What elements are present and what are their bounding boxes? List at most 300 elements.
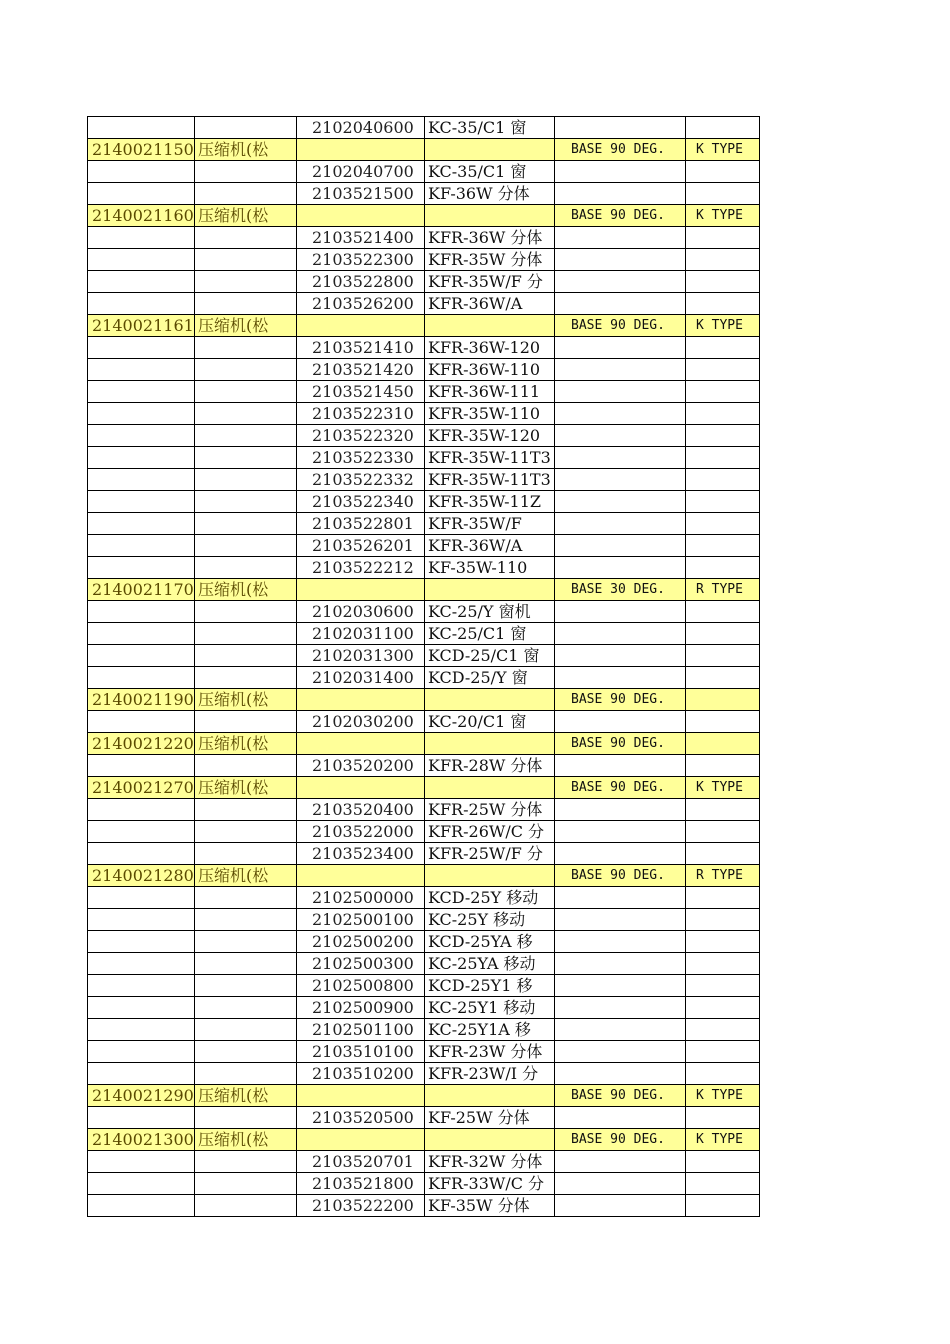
compressor-name-cell: [195, 425, 297, 447]
model-cell: KFR-35W/F 分: [425, 271, 555, 293]
base-angle-cell: BASE 90 DEG.: [555, 865, 686, 887]
compressor-code-cell: 2140021270: [88, 777, 195, 799]
compressor-name-cell: [195, 183, 297, 205]
model-cell: KFR-33W/C 分: [425, 1173, 555, 1195]
base-angle-cell: [555, 821, 686, 843]
compressor-name-cell: [195, 667, 297, 689]
compressor-code-cell: [88, 1041, 195, 1063]
compressor-code-cell: [88, 469, 195, 491]
model-cell: KC-25/Y 窗机: [425, 601, 555, 623]
type-cell: [686, 557, 760, 579]
compressor-code-cell: 2140021170: [88, 579, 195, 601]
table-row: [88, 711, 760, 733]
type-cell: [686, 1173, 760, 1195]
compressor-code-cell: 2140021160: [88, 205, 195, 227]
table-row: [88, 249, 760, 271]
compressor-name-cell: [195, 1195, 297, 1217]
type-cell: [686, 293, 760, 315]
compressor-name-cell: [195, 755, 297, 777]
model-cell: KFR-28W 分体: [425, 755, 555, 777]
compressor-code-cell: [88, 755, 195, 777]
model-cell: KF-36W 分体: [425, 183, 555, 205]
part-number-cell: 2103522320: [297, 425, 425, 447]
type-cell: [686, 821, 760, 843]
part-number-cell: [297, 865, 425, 887]
type-cell: [686, 909, 760, 931]
type-cell: R TYPE: [686, 579, 760, 601]
table-row: [88, 1107, 760, 1129]
base-angle-cell: [555, 1173, 686, 1195]
part-number-cell: 2102030600: [297, 601, 425, 623]
compressor-name-cell: [195, 513, 297, 535]
table-row: [88, 161, 760, 183]
compressor-group-row: [88, 579, 760, 601]
type-cell: [686, 997, 760, 1019]
type-cell: [686, 117, 760, 139]
model-cell: [425, 205, 555, 227]
compressor-code-cell: [88, 117, 195, 139]
base-angle-cell: [555, 755, 686, 777]
type-cell: [686, 1195, 760, 1217]
part-number-cell: 2103522310: [297, 403, 425, 425]
base-angle-cell: [555, 337, 686, 359]
base-angle-cell: [555, 843, 686, 865]
model-cell: KF-35W 分体: [425, 1195, 555, 1217]
compressor-group-row: [88, 689, 760, 711]
table-row: [88, 293, 760, 315]
compressor-code-cell: [88, 293, 195, 315]
compressor-code-cell: [88, 535, 195, 557]
compressor-name-cell: [195, 799, 297, 821]
compressor-name-cell: [195, 843, 297, 865]
base-angle-cell: [555, 161, 686, 183]
table-row: [88, 667, 760, 689]
compressor-code-cell: [88, 997, 195, 1019]
table-row: [88, 909, 760, 931]
parts-table: [87, 116, 760, 1217]
part-number-cell: 2103521400: [297, 227, 425, 249]
part-number-cell: 2103522300: [297, 249, 425, 271]
part-number-cell: 2103520500: [297, 1107, 425, 1129]
compressor-name-cell: [195, 909, 297, 931]
compressor-group-row: [88, 205, 760, 227]
compressor-code-cell: [88, 799, 195, 821]
base-angle-cell: [555, 623, 686, 645]
base-angle-cell: BASE 90 DEG.: [555, 1129, 686, 1151]
compressor-code-cell: [88, 931, 195, 953]
base-angle-cell: BASE 90 DEG.: [555, 689, 686, 711]
compressor-name-cell: [195, 227, 297, 249]
type-cell: [686, 403, 760, 425]
compressor-code-cell: [88, 623, 195, 645]
type-cell: [686, 249, 760, 271]
model-cell: KCD-25Y1 移: [425, 975, 555, 997]
part-number-cell: 2102500100: [297, 909, 425, 931]
type-cell: [686, 447, 760, 469]
model-cell: [425, 1129, 555, 1151]
part-number-cell: 2103521450: [297, 381, 425, 403]
base-angle-cell: [555, 975, 686, 997]
compressor-code-cell: 2140021300: [88, 1129, 195, 1151]
table-row: [88, 447, 760, 469]
model-cell: KFR-35W-11Z: [425, 491, 555, 513]
table-row: [88, 997, 760, 1019]
type-cell: [686, 1151, 760, 1173]
table-row: [88, 1151, 760, 1173]
compressor-name-cell: [195, 601, 297, 623]
base-angle-cell: [555, 557, 686, 579]
part-number-cell: 2103510100: [297, 1041, 425, 1063]
model-cell: [425, 865, 555, 887]
type-cell: [686, 755, 760, 777]
compressor-code-cell: [88, 1019, 195, 1041]
part-number-cell: 2102500800: [297, 975, 425, 997]
compressor-code-cell: [88, 975, 195, 997]
compressor-name-cell: [195, 557, 297, 579]
compressor-code-cell: [88, 227, 195, 249]
model-cell: KFR-32W 分体: [425, 1151, 555, 1173]
compressor-name-cell: [195, 1041, 297, 1063]
table-row: [88, 1195, 760, 1217]
table-row: [88, 337, 760, 359]
base-angle-cell: BASE 90 DEG.: [555, 1085, 686, 1107]
part-number-cell: 2102040700: [297, 161, 425, 183]
table-row: [88, 1173, 760, 1195]
compressor-name-cell: [195, 931, 297, 953]
compressor-name-cell: [195, 469, 297, 491]
model-cell: [425, 315, 555, 337]
base-angle-cell: BASE 90 DEG.: [555, 205, 686, 227]
compressor-name-cell: [195, 381, 297, 403]
base-angle-cell: [555, 711, 686, 733]
table-row: [88, 491, 760, 513]
compressor-group-row: [88, 1085, 760, 1107]
type-cell: [686, 645, 760, 667]
model-cell: KFR-36W 分体: [425, 227, 555, 249]
base-angle-cell: [555, 1195, 686, 1217]
part-number-cell: 2103522000: [297, 821, 425, 843]
compressor-name-cell: [195, 821, 297, 843]
part-number-cell: 2102500900: [297, 997, 425, 1019]
base-angle-cell: [555, 227, 686, 249]
table-row: [88, 183, 760, 205]
base-angle-cell: [555, 249, 686, 271]
type-cell: R TYPE: [686, 865, 760, 887]
base-angle-cell: [555, 1019, 686, 1041]
model-cell: KFR-36W/A: [425, 293, 555, 315]
compressor-name-cell: [195, 249, 297, 271]
type-cell: [686, 975, 760, 997]
compressor-name-cell: [195, 403, 297, 425]
model-cell: KC-25Y1A 移: [425, 1019, 555, 1041]
type-cell: [686, 513, 760, 535]
part-number-cell: 2103510200: [297, 1063, 425, 1085]
compressor-code-cell: 2140021190: [88, 689, 195, 711]
part-number-cell: 2103526201: [297, 535, 425, 557]
model-cell: KFR-36W-120: [425, 337, 555, 359]
base-angle-cell: [555, 953, 686, 975]
compressor-code-cell: 2140021280: [88, 865, 195, 887]
table-row: [88, 403, 760, 425]
compressor-code-cell: [88, 183, 195, 205]
compressor-name-cell: [195, 997, 297, 1019]
model-cell: KFR-36W/A: [425, 535, 555, 557]
compressor-code-cell: [88, 359, 195, 381]
model-cell: KFR-35W-11T3: [425, 447, 555, 469]
part-number-cell: [297, 315, 425, 337]
part-number-cell: [297, 689, 425, 711]
compressor-name-cell: [195, 1063, 297, 1085]
type-cell: K TYPE: [686, 777, 760, 799]
model-cell: KFR-35W-11T3: [425, 469, 555, 491]
table-row: [88, 645, 760, 667]
table-row: [88, 513, 760, 535]
table-row: [88, 623, 760, 645]
type-cell: [686, 1063, 760, 1085]
type-cell: [686, 623, 760, 645]
compressor-name-cell: [195, 491, 297, 513]
compressor-name-cell: 压缩机(松: [195, 205, 297, 227]
part-number-cell: 2103522340: [297, 491, 425, 513]
compressor-name-cell: [195, 1107, 297, 1129]
base-angle-cell: [555, 535, 686, 557]
compressor-code-cell: [88, 447, 195, 469]
table-row: [88, 975, 760, 997]
type-cell: [686, 667, 760, 689]
compressor-code-cell: 2140021220: [88, 733, 195, 755]
model-cell: KC-25Y1 移动: [425, 997, 555, 1019]
base-angle-cell: BASE 90 DEG.: [555, 733, 686, 755]
part-number-cell: 2103522330: [297, 447, 425, 469]
model-cell: KC-20/C1 窗: [425, 711, 555, 733]
model-cell: KCD-25/C1 窗: [425, 645, 555, 667]
base-angle-cell: [555, 491, 686, 513]
compressor-name-cell: [195, 337, 297, 359]
compressor-name-cell: [195, 953, 297, 975]
part-number-cell: 2103522801: [297, 513, 425, 535]
base-angle-cell: [555, 997, 686, 1019]
model-cell: KFR-35W 分体: [425, 249, 555, 271]
type-cell: [686, 535, 760, 557]
part-number-cell: 2102031300: [297, 645, 425, 667]
type-cell: [686, 711, 760, 733]
base-angle-cell: [555, 1041, 686, 1063]
model-cell: KFR-26W/C 分: [425, 821, 555, 843]
base-angle-cell: BASE 30 DEG.: [555, 579, 686, 601]
part-number-cell: [297, 139, 425, 161]
base-angle-cell: BASE 90 DEG.: [555, 315, 686, 337]
type-cell: K TYPE: [686, 315, 760, 337]
type-cell: [686, 227, 760, 249]
model-cell: KCD-25/Y 窗: [425, 667, 555, 689]
table-row: [88, 1063, 760, 1085]
model-cell: KC-25YA 移动: [425, 953, 555, 975]
compressor-name-cell: [195, 711, 297, 733]
base-angle-cell: [555, 1151, 686, 1173]
base-angle-cell: [555, 667, 686, 689]
compressor-name-cell: [195, 1173, 297, 1195]
base-angle-cell: [555, 183, 686, 205]
part-number-cell: 2103522200: [297, 1195, 425, 1217]
table-row: [88, 117, 760, 139]
type-cell: [686, 689, 760, 711]
part-number-cell: 2103520701: [297, 1151, 425, 1173]
compressor-code-cell: [88, 711, 195, 733]
model-cell: KFR-35W-110: [425, 403, 555, 425]
model-cell: KF-35W-110: [425, 557, 555, 579]
type-cell: [686, 469, 760, 491]
type-cell: [686, 491, 760, 513]
table-row: [88, 1019, 760, 1041]
base-angle-cell: [555, 403, 686, 425]
model-cell: KF-25W 分体: [425, 1107, 555, 1129]
part-number-cell: 2103522800: [297, 271, 425, 293]
compressor-name-cell: [195, 293, 297, 315]
type-cell: [686, 1019, 760, 1041]
type-cell: K TYPE: [686, 1085, 760, 1107]
compressor-name-cell: 压缩机(松: [195, 777, 297, 799]
compressor-code-cell: [88, 161, 195, 183]
part-number-cell: 2103523400: [297, 843, 425, 865]
base-angle-cell: [555, 425, 686, 447]
table-row: [88, 821, 760, 843]
type-cell: [686, 601, 760, 623]
base-angle-cell: [555, 359, 686, 381]
table-row: [88, 227, 760, 249]
compressor-code-cell: [88, 601, 195, 623]
model-cell: KFR-23W 分体: [425, 1041, 555, 1063]
part-number-cell: 2102500300: [297, 953, 425, 975]
compressor-code-cell: [88, 1173, 195, 1195]
type-cell: K TYPE: [686, 205, 760, 227]
model-cell: KFR-25W 分体: [425, 799, 555, 821]
base-angle-cell: [555, 381, 686, 403]
base-angle-cell: [555, 645, 686, 667]
type-cell: [686, 953, 760, 975]
part-number-cell: [297, 205, 425, 227]
part-number-cell: 2102040600: [297, 117, 425, 139]
compressor-code-cell: [88, 425, 195, 447]
part-number-cell: 2102501100: [297, 1019, 425, 1041]
compressor-name-cell: [195, 975, 297, 997]
table-row: [88, 799, 760, 821]
base-angle-cell: [555, 601, 686, 623]
part-number-cell: [297, 777, 425, 799]
model-cell: [425, 579, 555, 601]
compressor-name-cell: 压缩机(松: [195, 139, 297, 161]
model-cell: KFR-36W-111: [425, 381, 555, 403]
compressor-code-cell: 2140021290: [88, 1085, 195, 1107]
model-cell: [425, 777, 555, 799]
table-row: [88, 601, 760, 623]
base-angle-cell: [555, 117, 686, 139]
compressor-code-cell: [88, 1151, 195, 1173]
part-number-cell: 2103522332: [297, 469, 425, 491]
model-cell: KFR-35W/F: [425, 513, 555, 535]
part-number-cell: [297, 733, 425, 755]
compressor-code-cell: [88, 403, 195, 425]
type-cell: [686, 425, 760, 447]
compressor-code-cell: [88, 557, 195, 579]
base-angle-cell: [555, 1107, 686, 1129]
compressor-name-cell: 压缩机(松: [195, 733, 297, 755]
compressor-code-cell: [88, 887, 195, 909]
compressor-name-cell: [195, 623, 297, 645]
type-cell: [686, 733, 760, 755]
compressor-code-cell: [88, 381, 195, 403]
compressor-name-cell: [195, 1019, 297, 1041]
parts-table-body: [88, 117, 760, 1217]
compressor-code-cell: [88, 249, 195, 271]
compressor-group-row: [88, 865, 760, 887]
part-number-cell: 2102030200: [297, 711, 425, 733]
compressor-code-cell: [88, 513, 195, 535]
type-cell: [686, 337, 760, 359]
compressor-name-cell: [195, 645, 297, 667]
type-cell: [686, 161, 760, 183]
part-number-cell: 2102500000: [297, 887, 425, 909]
base-angle-cell: [555, 909, 686, 931]
part-number-cell: [297, 1129, 425, 1151]
model-cell: KC-35/C1 窗: [425, 161, 555, 183]
part-number-cell: 2103521500: [297, 183, 425, 205]
table-row: [88, 535, 760, 557]
part-number-cell: 2103522212: [297, 557, 425, 579]
compressor-name-cell: 压缩机(松: [195, 1129, 297, 1151]
part-number-cell: 2102031100: [297, 623, 425, 645]
base-angle-cell: BASE 90 DEG.: [555, 777, 686, 799]
base-angle-cell: [555, 469, 686, 491]
compressor-code-cell: [88, 821, 195, 843]
compressor-code-cell: [88, 645, 195, 667]
table-row: [88, 755, 760, 777]
compressor-code-cell: [88, 491, 195, 513]
compressor-name-cell: [195, 271, 297, 293]
compressor-group-row: [88, 139, 760, 161]
base-angle-cell: BASE 90 DEG.: [555, 139, 686, 161]
table-row: [88, 887, 760, 909]
type-cell: [686, 271, 760, 293]
table-row: [88, 843, 760, 865]
base-angle-cell: [555, 1063, 686, 1085]
compressor-code-cell: [88, 271, 195, 293]
compressor-name-cell: [195, 887, 297, 909]
type-cell: [686, 381, 760, 403]
model-cell: KCD-25Y 移动: [425, 887, 555, 909]
compressor-group-row: [88, 733, 760, 755]
compressor-code-cell: [88, 337, 195, 359]
compressor-code-cell: [88, 843, 195, 865]
type-cell: [686, 359, 760, 381]
compressor-name-cell: [195, 359, 297, 381]
base-angle-cell: [555, 931, 686, 953]
base-angle-cell: [555, 293, 686, 315]
part-number-cell: [297, 579, 425, 601]
type-cell: [686, 183, 760, 205]
compressor-group-row: [88, 777, 760, 799]
table-row: [88, 381, 760, 403]
compressor-name-cell: [195, 535, 297, 557]
compressor-name-cell: 压缩机(松: [195, 579, 297, 601]
base-angle-cell: [555, 513, 686, 535]
compressor-code-cell: [88, 1195, 195, 1217]
compressor-name-cell: [195, 1151, 297, 1173]
type-cell: K TYPE: [686, 1129, 760, 1151]
compressor-code-cell: 2140021161: [88, 315, 195, 337]
part-number-cell: 2103521420: [297, 359, 425, 381]
compressor-code-cell: [88, 667, 195, 689]
table-row: [88, 271, 760, 293]
